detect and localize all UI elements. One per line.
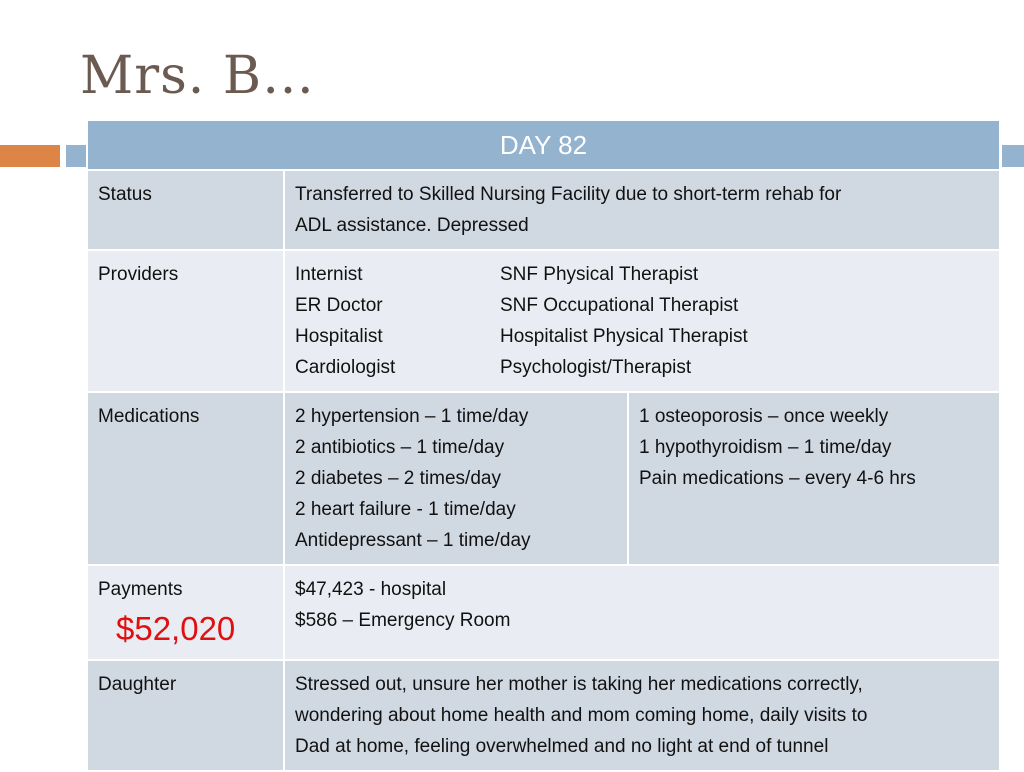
payment-line: $586 – Emergency Room xyxy=(295,610,511,631)
blue-accent-square-left xyxy=(66,145,88,167)
payment-line: $47,423 - hospital xyxy=(295,579,447,600)
payments-value xyxy=(284,565,1000,660)
medication-item: Pain medications – every 4-6 hrs xyxy=(639,468,916,489)
table-row-medications xyxy=(87,392,1000,565)
table-row-status xyxy=(87,170,1000,250)
provider-item: Psychologist/Therapist xyxy=(500,357,692,378)
medication-item: 2 diabetes – 2 times/day xyxy=(295,468,501,489)
daughter-value xyxy=(284,660,1000,771)
row-label-medications: Medications xyxy=(87,392,284,565)
status-line: Transferred to Skilled Nursing Facility due to short-term rehab for xyxy=(295,184,842,205)
blue-accent-square-right xyxy=(1002,145,1024,167)
payments-label: Payments xyxy=(98,579,183,600)
provider-item: ER Doctor xyxy=(295,295,383,316)
orange-accent-bar xyxy=(0,145,60,167)
table-header-row xyxy=(87,120,1000,170)
providers-grid xyxy=(295,259,989,383)
patient-table xyxy=(86,119,1001,772)
providers-value xyxy=(284,250,1000,392)
table-row-payments xyxy=(87,565,1000,660)
medication-item: 1 hypothyroidism – 1 time/day xyxy=(639,437,892,458)
status-line: ADL assistance. Depressed xyxy=(295,215,529,236)
daughter-line: wondering about home health and mom coming home, daily visits to xyxy=(295,705,868,726)
provider-item: Internist xyxy=(295,264,363,285)
provider-item: Cardiologist xyxy=(295,357,396,378)
status-value xyxy=(284,170,1000,250)
daughter-line: Stressed out, unsure her mother is taking her medications correctly, xyxy=(295,674,863,695)
slide-title: Mrs. B… xyxy=(80,46,316,106)
provider-item: SNF Physical Therapist xyxy=(500,264,699,285)
medication-item: 1 osteoporosis – once weekly xyxy=(639,406,889,427)
table-row-daughter xyxy=(87,660,1000,771)
medications-right xyxy=(628,392,1000,565)
provider-item: SNF Occupational Therapist xyxy=(500,295,739,316)
daughter-line: Dad at home, feeling overwhelmed and no light at end of tunnel xyxy=(295,736,829,757)
medications-left xyxy=(284,392,628,565)
provider-item: Hospitalist xyxy=(295,326,383,347)
row-label-daughter: Daughter xyxy=(87,660,284,771)
row-label-status: Status xyxy=(87,170,284,250)
medication-item: Antidepressant – 1 time/day xyxy=(295,530,531,551)
medication-item: 2 hypertension – 1 time/day xyxy=(295,406,529,427)
table-header-day: DAY 82 xyxy=(87,120,1000,170)
row-label-payments xyxy=(87,565,284,660)
row-label-providers: Providers xyxy=(87,250,284,392)
table-row-providers xyxy=(87,250,1000,392)
medication-item: 2 heart failure - 1 time/day xyxy=(295,499,516,520)
payments-total: $52,020 xyxy=(116,610,236,647)
medication-item: 2 antibiotics – 1 time/day xyxy=(295,437,505,458)
provider-item: Hospitalist Physical Therapist xyxy=(500,326,748,347)
